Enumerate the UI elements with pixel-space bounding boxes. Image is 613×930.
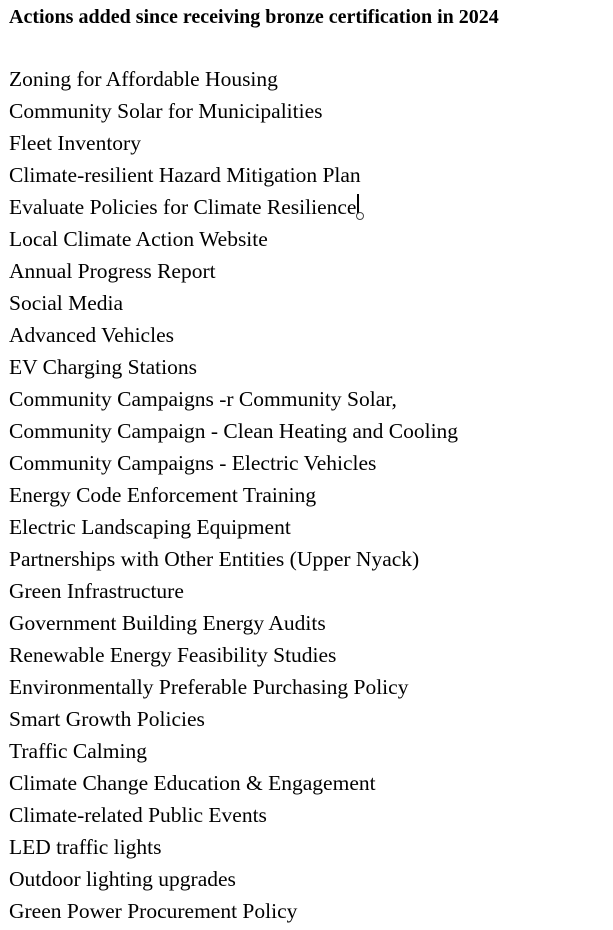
list-item: Climate-related Public Events <box>9 803 267 827</box>
list-item: Environmentally Preferable Purchasing Policy <box>9 675 409 699</box>
list-item: Zoning for Affordable Housing <box>9 67 278 91</box>
list-item: Traffic Calming <box>9 739 147 763</box>
list-item: Community Solar for Municipalities <box>9 99 323 123</box>
document-body[interactable] <box>9 3 613 927</box>
list-item: Energy Code Enforcement Training <box>9 483 317 507</box>
list-item: Community Campaigns -r Community Solar, <box>9 387 397 411</box>
list-item: Smart Growth Policies <box>9 707 205 731</box>
blank-line <box>9 31 613 63</box>
list-item: Green Power Procurement Policy <box>9 899 298 923</box>
action-list <box>9 63 613 927</box>
list-item: Government Building Energy Audits <box>9 611 326 635</box>
list-item-text-with-caret: Evaluate Policies for Climate Resilience <box>9 191 356 223</box>
list-item: Community Campaign - Clean Heating and Cooling <box>9 419 459 443</box>
list-item: Advanced Vehicles <box>9 323 174 347</box>
list-item: Green Infrastructure <box>9 579 184 603</box>
list-item: Annual Progress Report <box>9 259 216 283</box>
document-heading: Actions added since receiving bronze certification in 2024 <box>9 6 499 28</box>
list-item: Social Media <box>9 291 124 315</box>
list-item: Outdoor lighting upgrades <box>9 867 236 891</box>
list-item: Climate Change Education & Engagement <box>9 771 376 795</box>
list-item: Partnerships with Other Entities (Upper Nyack) <box>9 547 420 571</box>
list-item: Electric Landscaping Equipment <box>9 515 291 539</box>
selection-handle[interactable] <box>356 212 364 220</box>
list-item: Renewable Energy Feasibility Studies <box>9 643 337 667</box>
list-item: Community Campaigns - Electric Vehicles <box>9 451 377 475</box>
list-item: Climate-resilient Hazard Mitigation Plan <box>9 163 361 187</box>
list-item: Fleet Inventory <box>9 131 141 155</box>
list-item: Local Climate Action Website <box>9 227 268 251</box>
list-item: EV Charging Stations <box>9 355 197 379</box>
list-item: LED traffic lights <box>9 835 162 859</box>
list-item <box>9 191 613 223</box>
